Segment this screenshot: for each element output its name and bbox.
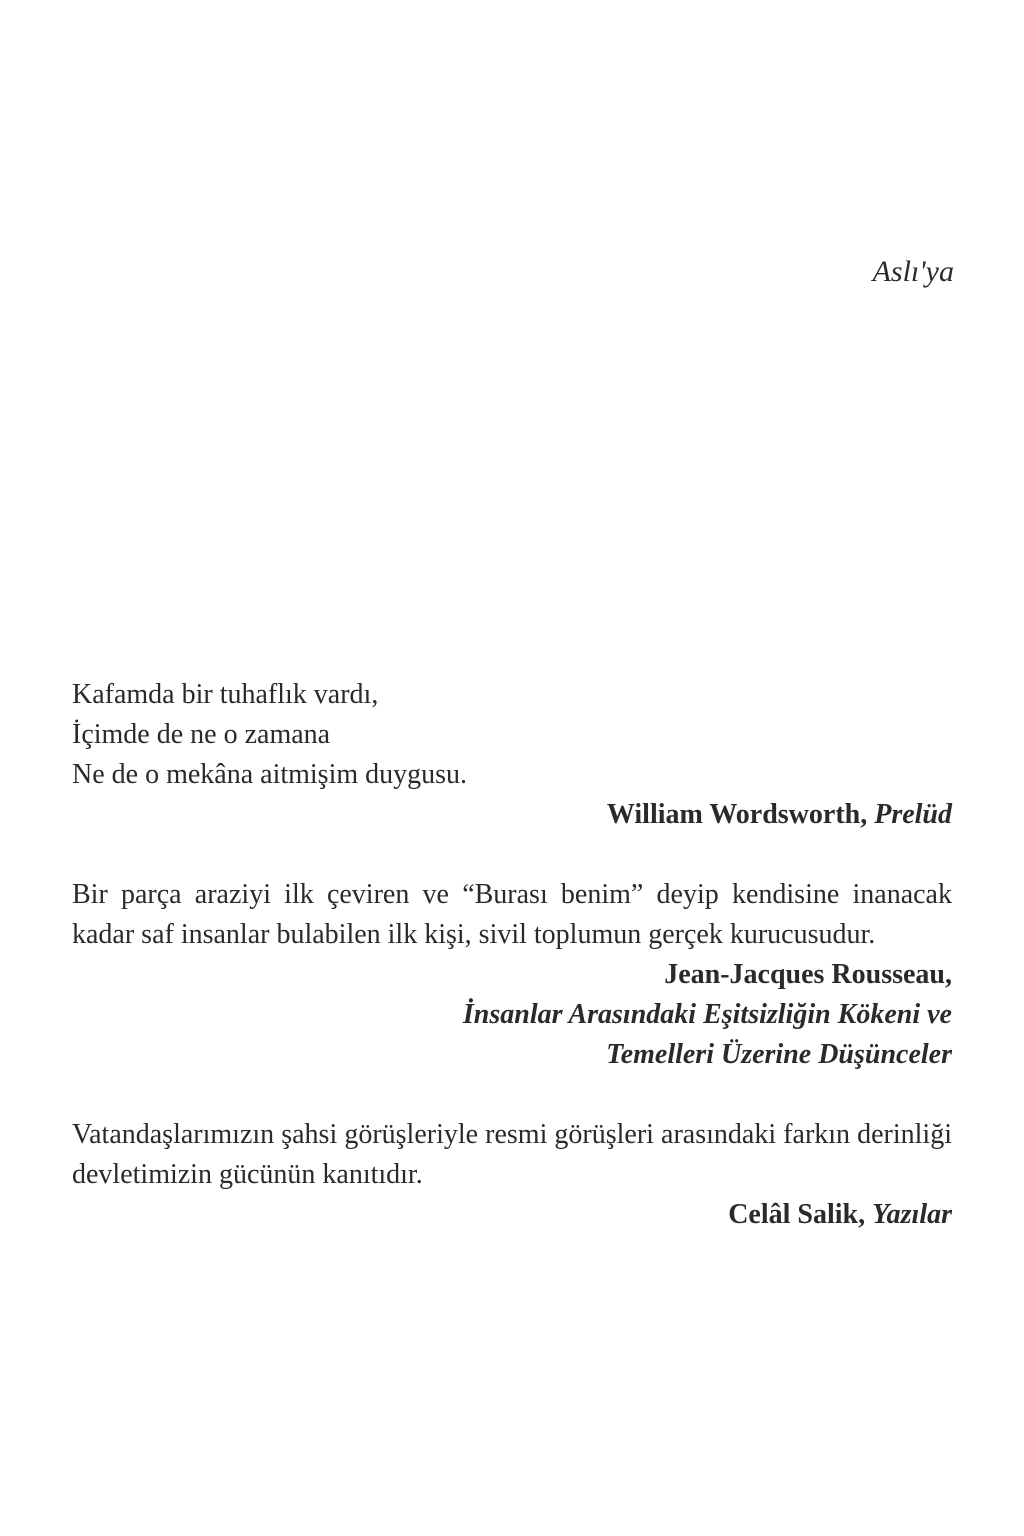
epigraphs-section [72,675,952,1235]
work-title: Yazılar [872,1199,952,1230]
author-name: Celâl Salik, [728,1199,866,1230]
epigraph-salik [72,1115,952,1235]
epigraph-rousseau [72,875,952,1075]
verse-line: Ne de o mekâna aitmişim duygusu. [72,759,468,790]
verse-line: Kafamda bir tuhaflık vardı, [72,679,379,710]
dedication: Aslı'ya [872,255,954,288]
quote-text: Vatandaşlarımızın şahsi görüşleriyle resmi görüşleri arasındaki farkın derinliği devletimizin gücünün kanıtıdır. [72,1119,952,1190]
work-title-line: Temelleri Üzerine Düşünceler [606,1039,952,1070]
work-title-line: İnsanlar Arasındaki Eşitsizliğin Kökeni ve [462,999,952,1030]
verse-line: İçimde de ne o zamana [72,719,331,750]
quote-text: Bir parça araziyi ilk çeviren ve “Burası benim” deyip kendisine inanacak kadar saf insanlar bulabilen ilk kişi, sivil toplumun gerçek kurucusudur. [72,879,952,950]
work-title: Prelüd [874,799,952,830]
author-name: William Wordsworth, [606,799,868,830]
author-name: Jean-Jacques Rousseau, [664,959,952,990]
attribution [72,1195,952,1235]
epigraph-wordsworth [72,675,952,835]
attribution [72,795,952,835]
